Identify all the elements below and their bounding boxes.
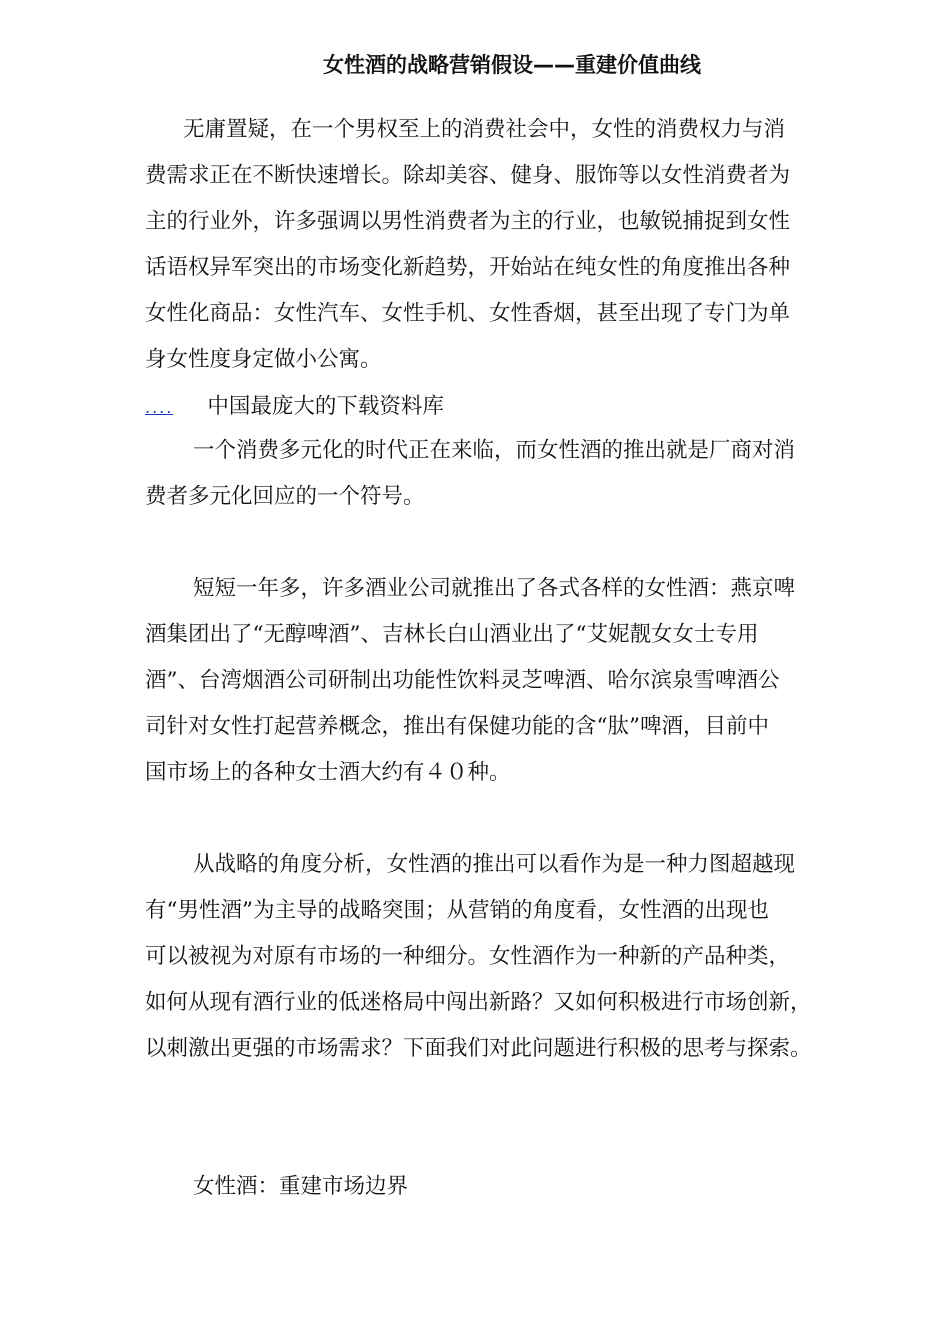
paragraph-line: 女性化商品：女性汽车、女性手机、女性香烟，甚至出现了专门为单 bbox=[145, 301, 791, 326]
section-heading: 女性酒：重建市场边界 bbox=[193, 1174, 409, 1199]
paragraph-market-examples bbox=[145, 566, 865, 796]
paragraph-line: 司针对女性打起营养概念，推出有保健功能的含“肽”啤酒，目前中 bbox=[145, 714, 769, 739]
paragraph-line: 一个消费多元化的时代正在来临，而女性酒的推出就是厂商对消 bbox=[193, 438, 796, 463]
paragraph-line: 酒”、台湾烟酒公司研制出功能性饮料灵芝啤酒、哈尔滨泉雪啤酒公 bbox=[145, 668, 780, 693]
paragraph-line: 话语权异军突出的市场变化新趋势，开始站在纯女性的角度推出各种 bbox=[145, 255, 791, 280]
download-link-row bbox=[145, 392, 444, 423]
paragraph-line: 身女性度身定做小公寓。 bbox=[145, 347, 382, 372]
paragraph-strategy-analysis bbox=[145, 842, 865, 1072]
paragraph-line: 酒集团出了“无醇啤酒”、吉林长白山酒业出了“艾妮靓女女士专用 bbox=[145, 622, 759, 647]
download-link[interactable]: .... bbox=[145, 398, 174, 417]
paragraph-line: 如何从现有酒行业的低迷格局中闯出新路？又如何积极进行市场创新， bbox=[145, 990, 812, 1015]
paragraph-intro bbox=[145, 107, 865, 383]
paragraph-line: 费需求正在不断快速增长。除却美容、健身、服饰等以女性消费者为 bbox=[145, 163, 791, 188]
paragraph-diversification bbox=[145, 428, 865, 520]
paragraph-line: 以刺激出更强的市场需求？下面我们对此问题进行积极的思考与探索。 bbox=[145, 1036, 812, 1061]
paragraph-line: 国市场上的各种女士酒大约有４０种。 bbox=[145, 760, 511, 785]
paragraph-line: 短短一年多，许多酒业公司就推出了各式各样的女性酒：燕京啤 bbox=[193, 576, 796, 601]
paragraph-line: 费者多元化回应的一个符号。 bbox=[145, 484, 425, 509]
paragraph-line: 有“男性酒”为主导的战略突围；从营销的角度看，女性酒的出现也 bbox=[145, 898, 769, 923]
paragraph-line: 主的行业外，许多强调以男性消费者为主的行业，也敏锐捕捉到女性 bbox=[145, 209, 791, 234]
paragraph-line: 从战略的角度分析，女性酒的推出可以看作为是一种力图超越现 bbox=[193, 852, 796, 877]
download-link-label: 中国最庞大的下载资料库 bbox=[207, 394, 444, 419]
paragraph-line: 可以被视为对原有市场的一种细分。女性酒作为一种新的产品种类， bbox=[145, 944, 791, 969]
document-title: 女性酒的战略营销假设——重建价值曲线 bbox=[323, 53, 701, 77]
paragraph-line: 无庸置疑，在一个男权至上的消费社会中，女性的消费权力与消 bbox=[183, 117, 786, 142]
